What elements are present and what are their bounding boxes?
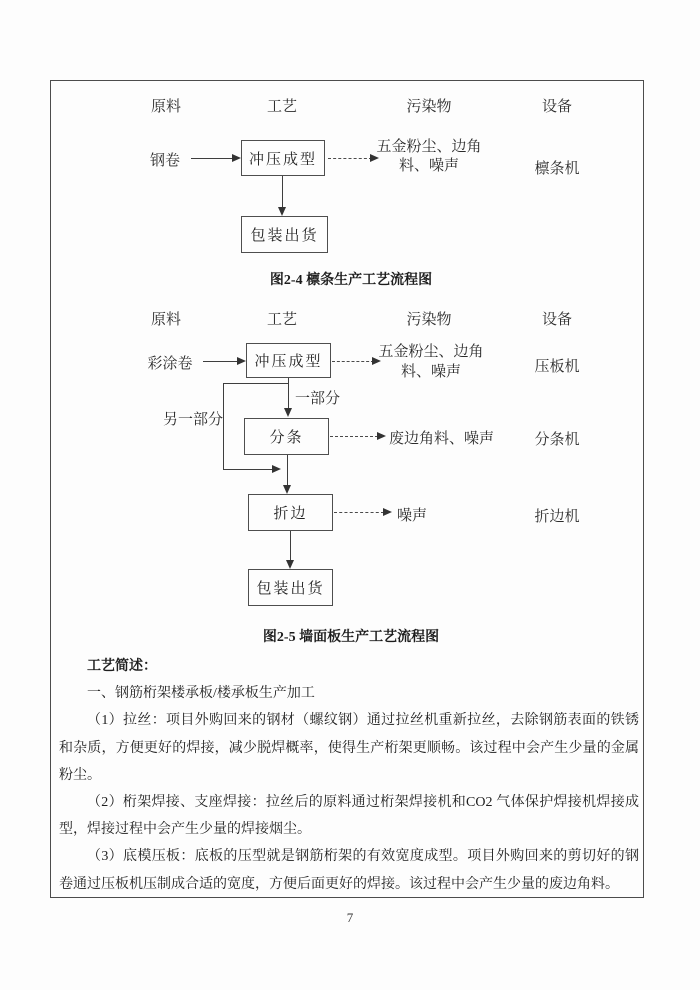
paragraph-1: （1）拉丝：项目外购回来的钢材（螺纹钢）通过拉丝机重新拉丝，去除钢筋表面的铁锈和杂质，方便更好的焊接，减少脱焊概率，使得生产桁架更顺畅。该过程中会产生少量的金属粉尘。 <box>59 713 639 783</box>
dashed-line <box>332 361 374 362</box>
arrow-line <box>282 176 283 209</box>
branch-line <box>223 469 274 470</box>
arrow-line <box>287 455 288 489</box>
dashed-line <box>330 436 378 437</box>
chart1-box-packing-label: 包装出货 <box>250 228 319 244</box>
chart2-header-equipment: 设备 <box>541 312 572 328</box>
chart1-header-equipment: 设备 <box>541 99 572 115</box>
page-number: 7 <box>346 910 354 925</box>
chart2-branch-label-one-part: 一部分 <box>295 391 341 407</box>
arrow-right-icon <box>383 508 392 516</box>
chart2-pollutant1-line2: 料、噪声 <box>400 364 461 380</box>
chart2-box-slitting-label: 分条 <box>269 430 304 446</box>
chart1-box-stamping-label: 冲压成型 <box>248 151 317 168</box>
chart2-box-folding <box>248 494 333 531</box>
arrow-down-icon <box>286 560 294 569</box>
process-description-heading: 工艺简述： <box>87 659 157 674</box>
arrow-right-icon <box>232 154 241 162</box>
chart2-caption: 图2-5 墙面板生产工艺流程图 <box>262 630 440 645</box>
branch-line <box>223 383 289 384</box>
chart2-box-folding-label: 折边 <box>273 506 308 522</box>
paragraph-2: （2）桁架焊接、支座焊接：拉丝后的原料通过桁架焊接机和CO2 气体保护焊接机焊接成型，焊接过程中会产生少量的焊接烟尘。 <box>59 795 639 838</box>
content-frame <box>50 80 644 898</box>
chart2-box-packing-label: 包装出货 <box>256 581 325 597</box>
chart2-pollutant1-label <box>371 342 491 382</box>
arrow-right-icon <box>272 465 281 473</box>
chart2-box-packing <box>248 569 333 606</box>
arrow-down-icon <box>278 207 286 216</box>
arrow-line <box>290 531 291 563</box>
arrow-right-icon <box>377 432 386 440</box>
arrow-down-icon <box>284 408 292 417</box>
chart1-box-stamping <box>241 140 325 176</box>
chart1-header-pollutant: 污染物 <box>406 99 452 115</box>
chart1-pollutant-label <box>369 138 489 176</box>
chart2-input-label: 彩涂卷 <box>147 356 193 372</box>
arrow-down-icon <box>283 485 291 494</box>
chart1-pollutant-line1: 五金粉尘、边角 <box>376 139 482 155</box>
chart2-pollutant2-label: 废边角料、噪声 <box>389 431 495 447</box>
chart2-box-stamping-label: 冲压成型 <box>254 354 323 370</box>
arrow-line <box>203 361 239 362</box>
dashed-line <box>334 512 384 513</box>
process-description <box>59 653 639 898</box>
chart2-box-slitting <box>244 418 329 455</box>
chart2-equipment2-label: 分条机 <box>534 432 580 448</box>
chart1-caption: 图2-4 檩条生产工艺流程图 <box>269 273 433 288</box>
chart1-header-material: 原料 <box>150 99 181 115</box>
section-heading: 一、钢筋桁架楼承板/楼承板生产加工 <box>87 686 315 702</box>
chart2-header-process: 工艺 <box>266 312 297 328</box>
branch-line <box>223 383 224 470</box>
chart1-input-label: 钢卷 <box>149 153 180 169</box>
chart2-branch-label-another-part: 另一部分 <box>163 412 224 428</box>
chart2-pollutant1-line1: 五金粉尘、边角 <box>378 344 484 360</box>
chart1-box-packing <box>241 216 328 253</box>
chart2-equipment3-label: 折边机 <box>534 509 580 525</box>
chart1-equipment-label: 檩条机 <box>534 161 580 177</box>
arrow-line <box>191 158 233 159</box>
chart2-box-stamping <box>246 343 331 378</box>
dashed-line <box>328 158 372 159</box>
chart2-header-pollutant: 污染物 <box>406 312 452 328</box>
chart1-pollutant-line2: 料、噪声 <box>398 158 459 174</box>
arrow-right-icon <box>237 357 246 365</box>
paragraph-3: （3）底模压板：底板的压型就是钢筋桁架的有效宽度成型。项目外购回来的剪切好的钢卷通过压板机压制成合适的宽度，方便后面更好的焊接。该过程中会产生少量的废边角料。 <box>59 849 639 892</box>
chart2-header-material: 原料 <box>150 312 181 328</box>
chart1-header-process: 工艺 <box>266 99 297 115</box>
chart2-equipment1-label: 压板机 <box>534 359 580 375</box>
chart2-pollutant3-label: 噪声 <box>397 508 428 524</box>
